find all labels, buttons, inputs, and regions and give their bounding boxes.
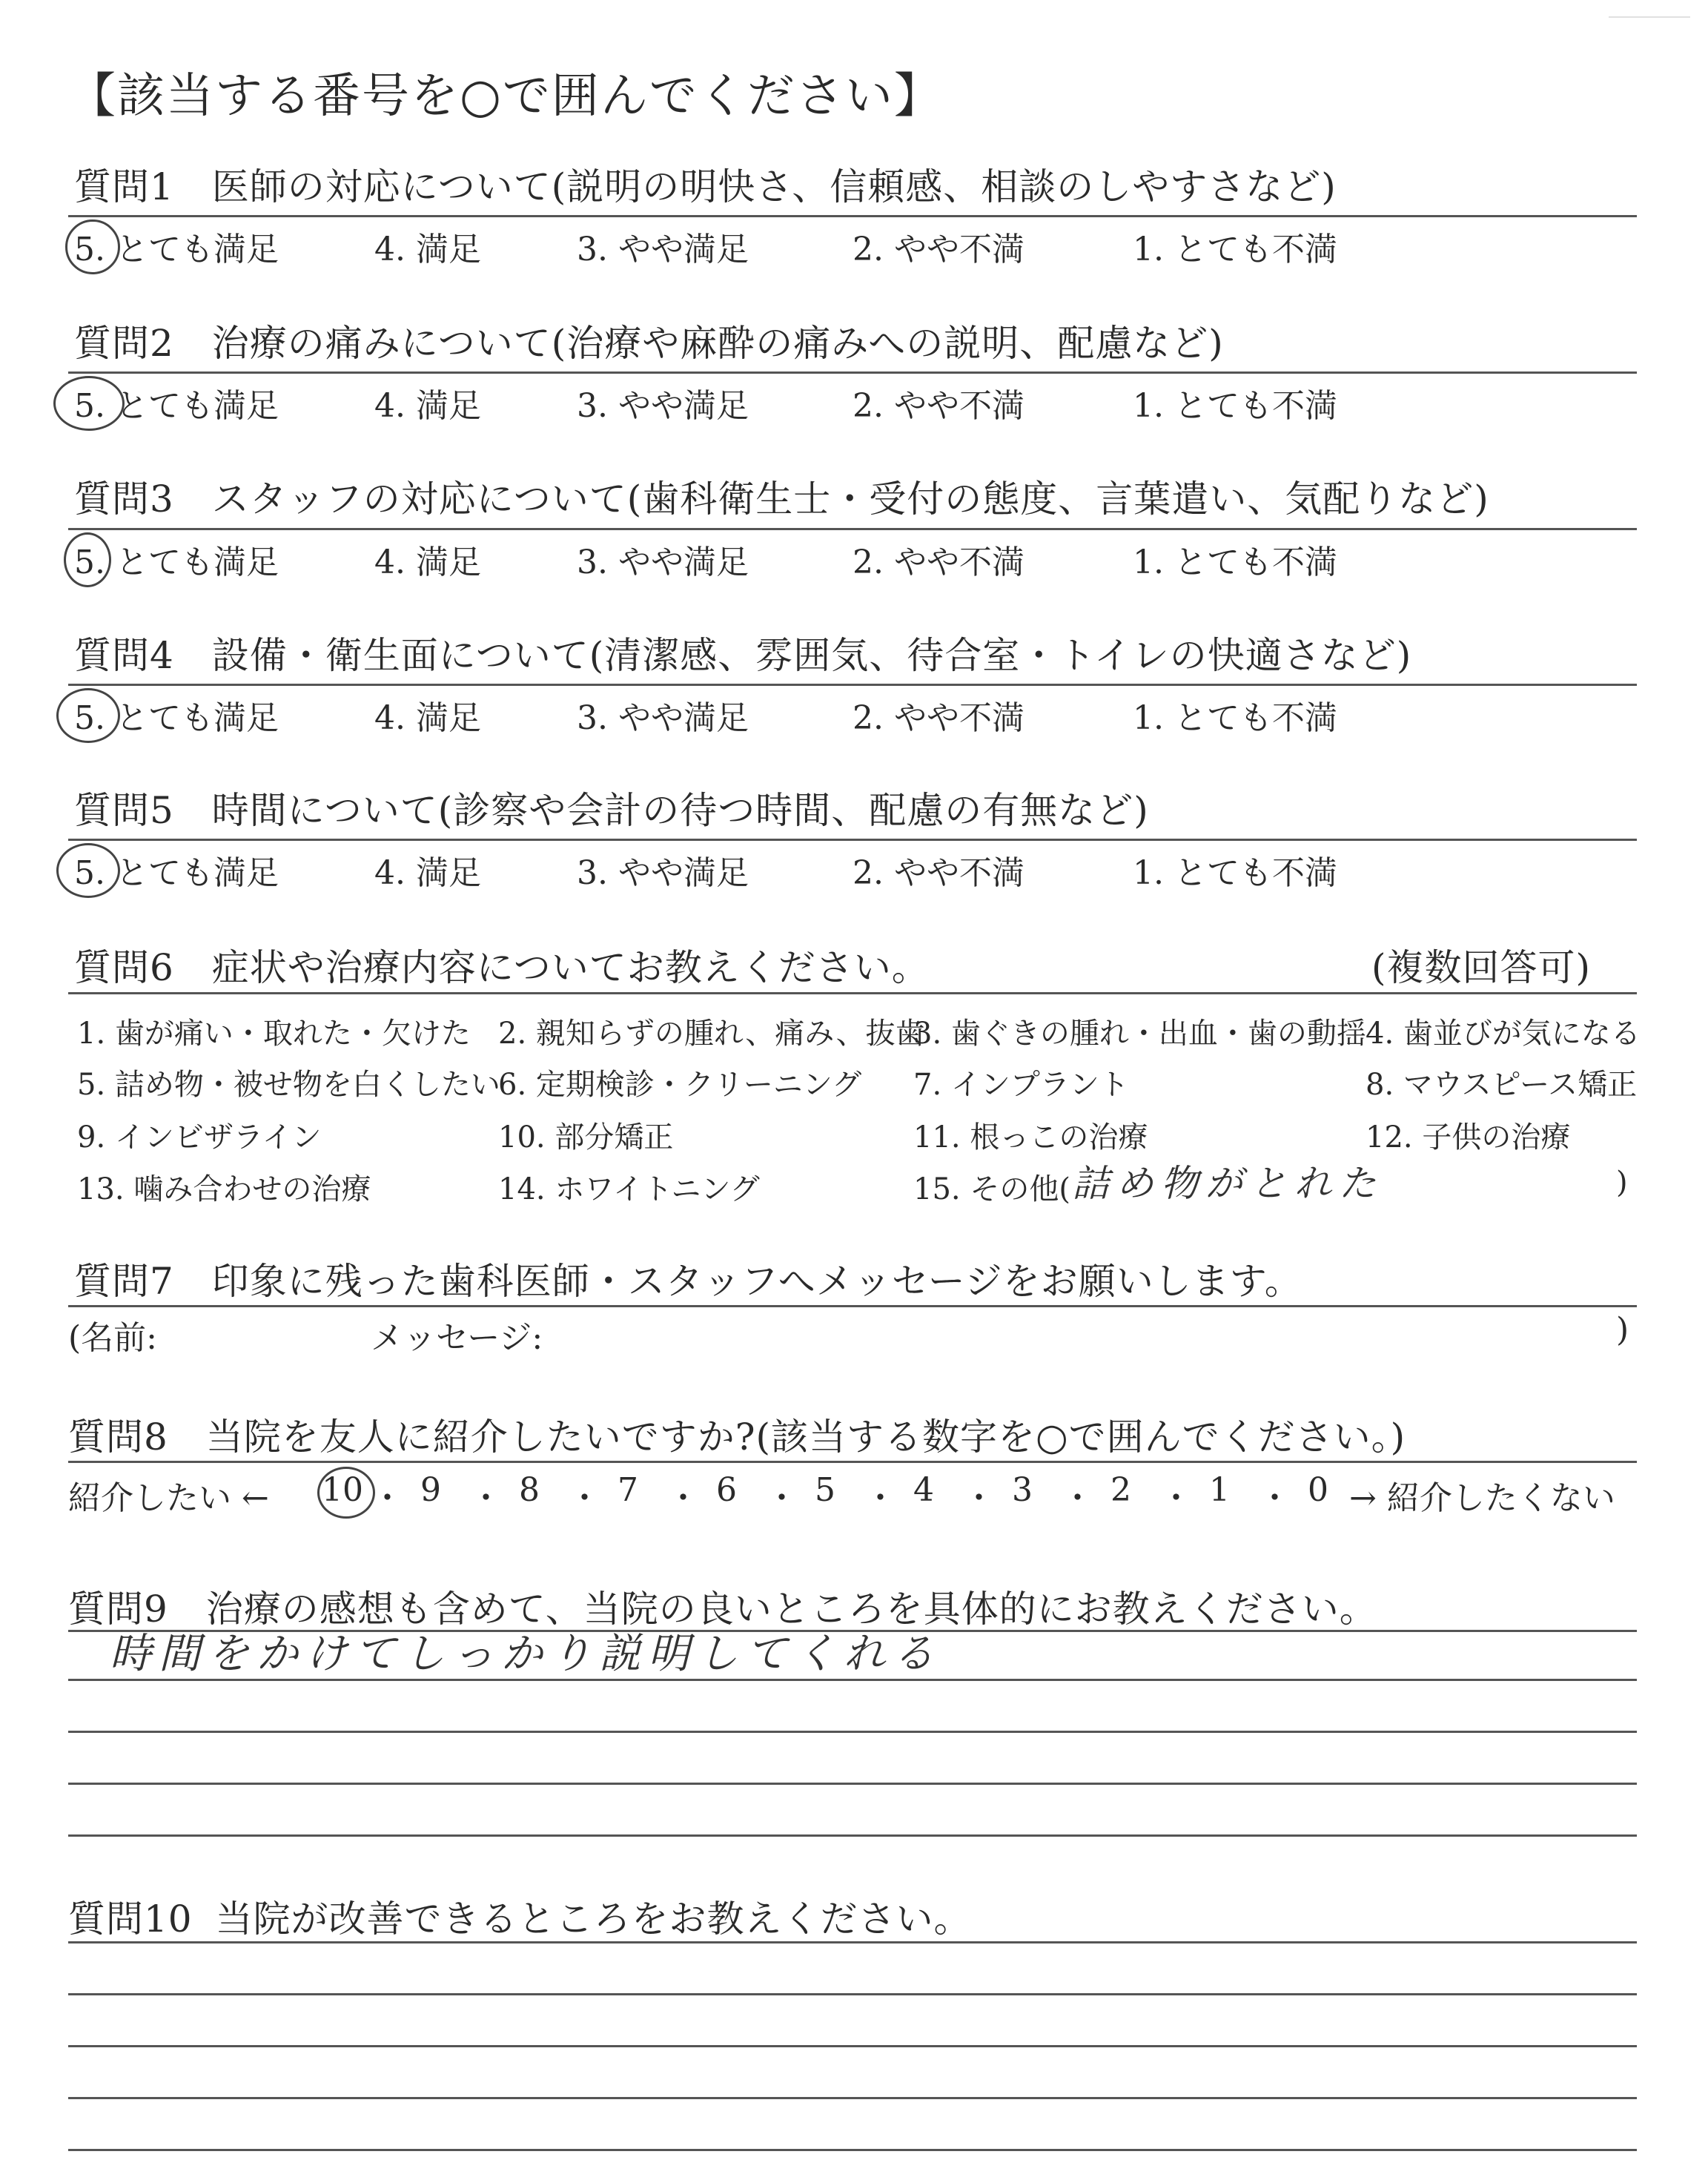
scale-value[interactable]: 5 (815, 1471, 835, 1509)
q6-item-5[interactable]: 5. 詰め物・被せ物を白くしたい (77, 1068, 500, 1102)
scale-separator: ・ (666, 1479, 700, 1517)
answer-line (68, 1993, 1637, 1995)
q8-left-label: 紹介したい ← (68, 1479, 269, 1517)
question-5-text: 時間について(診察や会計の待つ時間、配慮の有無など) (211, 789, 1149, 832)
answer-line (68, 1731, 1637, 1733)
question-5-title (74, 781, 1149, 834)
scale-separator: ・ (765, 1479, 798, 1517)
q2-option-4[interactable]: 4. 満足 (374, 387, 481, 425)
question-4-label: 質問4 (74, 634, 174, 677)
question-9-text: 治療の感想も含めて、当院の良いところを具体的にお教えください。 (205, 1588, 1377, 1631)
q6-item-8[interactable]: 8. マウスピース矯正 (1366, 1068, 1638, 1102)
question-9-label: 質問9 (68, 1588, 168, 1631)
q3-option-4[interactable]: 4. 満足 (374, 544, 481, 581)
q6-item-11[interactable]: 11. 根っこの治療 (913, 1120, 1148, 1155)
scale-value[interactable]: 1 (1209, 1471, 1230, 1509)
question-10-rule (68, 1941, 1637, 1943)
scale-value[interactable]: 10 (322, 1471, 363, 1509)
q2-option-1[interactable]: 1. とても不満 (1133, 387, 1337, 425)
scan-artifact-line (1609, 16, 1690, 18)
scale-separator: ・ (1061, 1479, 1094, 1517)
question-5-rule (68, 839, 1637, 841)
question-5-label: 質問5 (74, 789, 174, 832)
q3-option-5[interactable]: 5. とても満足 (74, 544, 279, 581)
q8-right-label: → 紹介したくない (1349, 1479, 1615, 1517)
question-6-label: 質問6 (74, 946, 174, 989)
q1-option-1[interactable]: 1. とても不満 (1133, 231, 1337, 268)
q4-option-5[interactable]: 5. とても満足 (74, 699, 279, 737)
q6-item-12[interactable]: 12. 子供の治療 (1366, 1120, 1571, 1155)
question-3-text: スタッフの対応について(歯科衛生士・受付の態度、言葉遣い、気配りなど) (211, 478, 1489, 521)
question-1-rule (68, 215, 1637, 217)
scale-value[interactable]: 7 (618, 1471, 638, 1509)
question-8-text: 当院を友人に紹介したいですか?(該当する数字を○で囲んでください。) (205, 1416, 1406, 1459)
q6-item-15[interactable]: 15. その他( (913, 1172, 1070, 1206)
q9-answer[interactable]: 時間をかけてしっかり説明してくれる (110, 1630, 941, 1678)
scale-value[interactable]: 2 (1110, 1471, 1131, 1509)
q1-option-5[interactable]: 5. とても満足 (74, 231, 279, 268)
scale-separator: ・ (864, 1479, 897, 1517)
scale-separator: ・ (568, 1479, 601, 1517)
question-2-text: 治療の痛みについて(治療や麻酔の痛みへの説明、配慮など) (211, 322, 1224, 365)
q5-option-3[interactable]: 3. やや満足 (577, 854, 749, 892)
q6-item-15-close: ) (1616, 1166, 1628, 1200)
scale-value[interactable]: 9 (420, 1471, 441, 1509)
scale-value[interactable]: 6 (716, 1471, 737, 1509)
question-2-rule (68, 371, 1637, 374)
q2-option-3[interactable]: 3. やや満足 (577, 387, 749, 425)
question-3-title (74, 469, 1489, 523)
q4-option-2[interactable]: 2. やや不満 (853, 699, 1025, 737)
q6-item-1[interactable]: 1. 歯が痛い・取れた・欠けた (77, 1017, 471, 1051)
q3-option-3[interactable]: 3. やや満足 (577, 544, 749, 581)
question-10-label: 質問10 (68, 1898, 193, 1941)
question-2-title (74, 314, 1224, 367)
scale-value[interactable]: 0 (1308, 1471, 1328, 1509)
question-3-rule (68, 528, 1637, 530)
q6-item-6[interactable]: 6. 定期検診・クリーニング (498, 1068, 862, 1102)
question-8-label: 質問8 (68, 1416, 168, 1459)
q4-option-1[interactable]: 1. とても不満 (1133, 699, 1337, 737)
scale-separator: ・ (1258, 1479, 1291, 1517)
q1-option-4[interactable]: 4. 満足 (374, 231, 481, 268)
question-4-text: 設備・衛生面について(清潔感、雰囲気、待合室・トイレの快適さなど) (211, 634, 1412, 677)
scale-value[interactable]: 4 (913, 1471, 934, 1509)
q6-item-7[interactable]: 7. インプラント (913, 1068, 1129, 1102)
question-8-rule (68, 1461, 1637, 1463)
q6-other-answer[interactable]: 詰め物がとれた (1072, 1162, 1383, 1205)
q6-item-13[interactable]: 13. 噛み合わせの治療 (77, 1172, 371, 1206)
question-6-rule (68, 992, 1637, 994)
question-10-title (68, 1889, 972, 1943)
question-6-title (74, 938, 930, 991)
question-6-note: (複数回答可) (1371, 946, 1592, 989)
question-4-rule (68, 684, 1637, 686)
q1-option-3[interactable]: 3. やや満足 (577, 231, 749, 268)
scale-separator: ・ (1159, 1479, 1193, 1517)
question-8-title (68, 1407, 1406, 1461)
q1-option-2[interactable]: 2. やや不満 (853, 231, 1025, 268)
question-10-text: 当院が改善できるところをお教えください。 (215, 1898, 972, 1941)
question-2-label: 質問2 (74, 322, 174, 365)
answer-line (68, 2149, 1637, 2151)
page-title: 【該当する番号を○で囲んでください】 (68, 69, 943, 124)
question-7-text: 印象に残った歯科医師・スタッフへメッセージをお願いします。 (211, 1260, 1302, 1303)
q7-close: ) (1616, 1311, 1629, 1349)
scale-separator: ・ (469, 1479, 503, 1517)
q6-item-4[interactable]: 4. 歯並びが気になる (1366, 1017, 1641, 1051)
q6-item-2[interactable]: 2. 親知らずの腫れ、痛み、抜歯 (498, 1017, 925, 1051)
question-1-label: 質問1 (74, 165, 174, 208)
q4-option-3[interactable]: 3. やや満足 (577, 699, 749, 737)
q6-item-9[interactable]: 9. インビザライン (77, 1120, 322, 1155)
q7-name-label: (名前: (68, 1319, 157, 1357)
question-7-label: 質問7 (74, 1260, 174, 1303)
q4-option-4[interactable]: 4. 満足 (374, 699, 481, 737)
question-1-text: 医師の対応について(説明の明快さ、信頼感、相談のしやすさなど) (211, 165, 1337, 208)
q2-option-2[interactable]: 2. やや不満 (853, 387, 1025, 425)
q3-option-2[interactable]: 2. やや不満 (853, 544, 1025, 581)
scale-separator: ・ (962, 1479, 996, 1517)
scale-separator: ・ (371, 1479, 404, 1517)
q3-option-1[interactable]: 1. とても不満 (1133, 544, 1337, 581)
question-4-title (74, 626, 1411, 679)
question-3-label: 質問3 (74, 478, 174, 521)
question-7-title (74, 1252, 1302, 1305)
question-7-rule (68, 1305, 1637, 1307)
q5-option-5[interactable]: 5. とても満足 (74, 854, 279, 892)
answer-line (68, 2045, 1637, 2047)
question-6-text: 症状や治療内容についてお教えください。 (211, 946, 930, 989)
q6-item-3[interactable]: 3. 歯ぐきの腫れ・出血・歯の動揺 (913, 1017, 1366, 1051)
q5-option-1[interactable]: 1. とても不満 (1133, 854, 1337, 892)
answer-line (68, 2097, 1637, 2099)
answer-line (68, 1834, 1637, 1837)
scale-value[interactable]: 8 (519, 1471, 540, 1509)
q5-option-4[interactable]: 4. 満足 (374, 854, 481, 892)
question-1-title (74, 157, 1337, 211)
q7-message-label: メッセージ: (371, 1319, 543, 1357)
q6-item-14[interactable]: 14. ホワイトニング (498, 1172, 760, 1206)
scale-value[interactable]: 3 (1012, 1471, 1033, 1509)
answer-line (68, 1679, 1637, 1681)
answer-line (68, 1783, 1637, 1785)
q6-item-10[interactable]: 10. 部分矯正 (498, 1120, 674, 1155)
q5-option-2[interactable]: 2. やや不満 (853, 854, 1025, 892)
q2-option-5[interactable]: 5. とても満足 (74, 387, 279, 425)
